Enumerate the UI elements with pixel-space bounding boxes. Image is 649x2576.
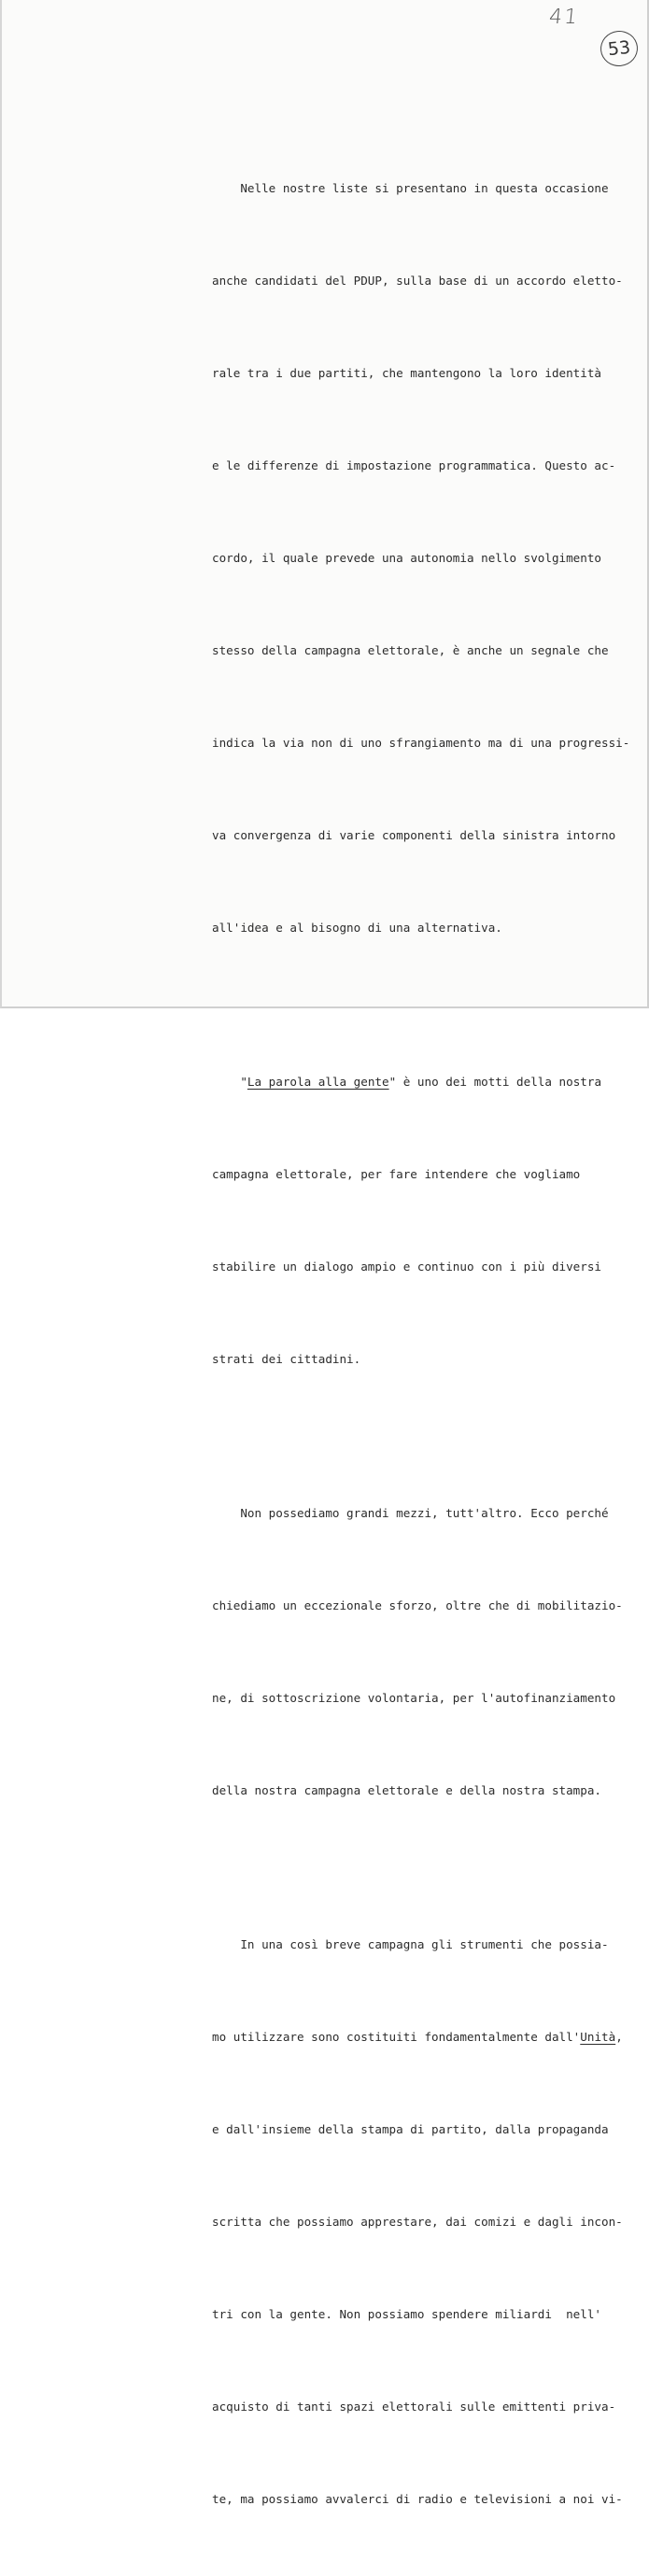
text-line: e le differenze di impostazione programmatica. Questo ac- <box>212 458 616 472</box>
text-line: va convergenza di varie componenti della sinistra intorno <box>212 828 616 842</box>
text-line: ne, di sottoscrizione volontaria, per l'autofinanziamento <box>212 1691 616 1705</box>
text-line: In una così breve campagna gli strumenti che possia- <box>212 1937 609 1951</box>
archive-stamp: 53 <box>599 29 640 68</box>
text-line: anche candidati del PDUP, sulla base di un accordo eletto- <box>212 274 623 288</box>
text-line: tri con la gente. Non possiamo spendere miliardi nell' <box>212 2307 602 2321</box>
text-line: all'idea e al bisogno di una alternativa. <box>212 921 502 935</box>
text-line: della nostra campagna elettorale e della nostra stampa. <box>212 1783 602 1797</box>
text-line: chiediamo un eccezionale sforzo, oltre che di mobilitazio- <box>212 1598 623 1612</box>
text-line: e dall'insieme della stampa di partito, dalla propaganda <box>212 2122 609 2136</box>
text-line: indica la via non di uno sfrangiamento ma di una progressi- <box>212 736 630 750</box>
text-line-with-underline: mo utilizzare sono costituiti fondamentalmente dall'Unità, <box>212 2030 623 2044</box>
underlined-phrase: La parola alla gente <box>247 1075 389 1089</box>
typed-body-text <box>212 80 630 2576</box>
text-line: te, ma possiamo avvalerci di radio e televisioni a noi vi- <box>212 2492 623 2506</box>
text-line-with-underline: "La parola alla gente" è uno dei motti della nostra <box>212 1075 602 1089</box>
text-line: scritta che possiamo apprestare, dai comizi e dagli incon- <box>212 2215 623 2229</box>
handwritten-page-number: 41 <box>547 6 581 29</box>
text-line: acquisto di tanti spazi elettorali sulle emittenti priva- <box>212 2400 616 2414</box>
text-line: stesso della campagna elettorale, è anche un segnale che <box>212 643 609 657</box>
underlined-phrase: Unità <box>580 2030 616 2044</box>
text-line: rale tra i due partiti, che mantengono la loro identità <box>212 366 602 380</box>
text-line: cordo, il quale prevede una autonomia nello svolgimento <box>212 551 602 565</box>
text-line: stabilire un dialogo ampio e continuo con i più diversi <box>212 1260 602 1274</box>
text-line: campagna elettorale, per fare intendere che vogliamo <box>212 1167 581 1181</box>
text-line: Nelle nostre liste si presentano in questa occasione <box>212 181 609 195</box>
text-line: strati dei cittadini. <box>212 1352 361 1366</box>
text-line: Non possediamo grandi mezzi, tutt'altro. Ecco perché <box>212 1506 609 1520</box>
